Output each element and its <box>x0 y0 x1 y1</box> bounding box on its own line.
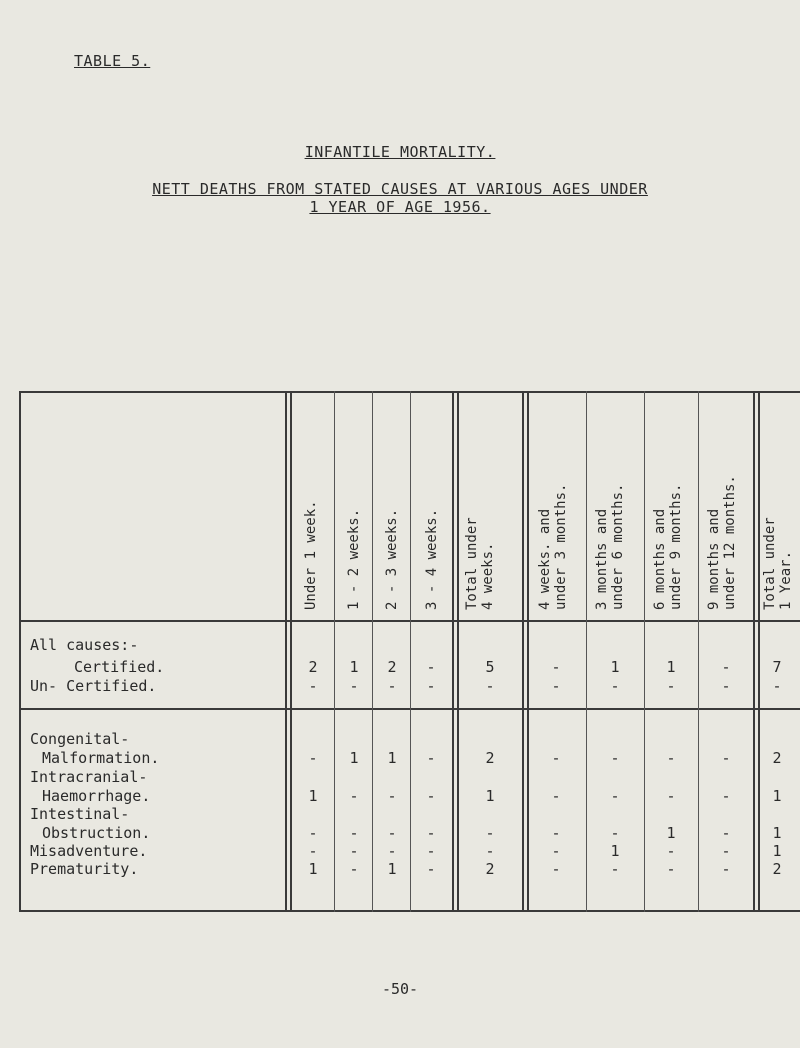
table-left-rule <box>19 391 21 912</box>
page-number: -50- <box>381 980 419 998</box>
table-cell: - <box>610 677 620 695</box>
column-rule <box>457 391 459 912</box>
table-cell: - <box>551 824 561 842</box>
table-cell: 2 <box>772 860 782 878</box>
column-rule <box>758 391 760 912</box>
row-label: Un- Certified. <box>30 677 157 695</box>
column-header: Under 1 week. <box>303 500 319 610</box>
column-header: 4 weeks. and under 3 months. <box>537 483 569 610</box>
table-cell: - <box>426 860 436 878</box>
table-cell: 2 <box>387 658 397 676</box>
column-header: 3 - 4 weeks. <box>424 508 440 610</box>
table-cell: - <box>666 787 676 805</box>
table-cell: - <box>721 677 731 695</box>
table-cell: 5 <box>485 658 495 676</box>
column-rule <box>372 391 373 912</box>
column-rule <box>522 391 524 912</box>
table-cell: - <box>772 677 782 695</box>
table-cell: - <box>666 749 676 767</box>
table-cell: - <box>610 824 620 842</box>
table-cell: 1 <box>666 658 676 676</box>
table-cell: - <box>349 824 359 842</box>
table-cell: - <box>551 787 561 805</box>
table-cell: - <box>721 787 731 805</box>
table-cell: - <box>610 749 620 767</box>
table-cell: - <box>308 842 318 860</box>
table-cell: - <box>426 658 436 676</box>
column-header: 1 - 2 weeks. <box>346 508 362 610</box>
table-cell: 1 <box>387 749 397 767</box>
row-label: Intracranial- <box>30 768 148 786</box>
table-cell: - <box>721 749 731 767</box>
row-label: Prematurity. <box>30 860 139 878</box>
table-cell: - <box>485 842 495 860</box>
table-cell: - <box>551 677 561 695</box>
row-label: Malformation. <box>42 749 160 767</box>
column-rule <box>698 391 699 912</box>
table-cell: - <box>387 842 397 860</box>
table-cell: - <box>551 860 561 878</box>
table-cell: - <box>349 842 359 860</box>
table-cell: - <box>349 677 359 695</box>
table-cell: - <box>721 842 731 860</box>
table-cell: - <box>426 677 436 695</box>
table-cell: 7 <box>772 658 782 676</box>
table-cell: - <box>308 749 318 767</box>
table-cell: 1 <box>610 842 620 860</box>
row-label: Intestinal- <box>30 805 130 823</box>
row-label: Haemorrhage. <box>42 787 151 805</box>
table-cell: - <box>308 824 318 842</box>
table-cell: - <box>551 842 561 860</box>
column-rule <box>753 391 755 912</box>
table-cell: - <box>426 842 436 860</box>
table-cell: 1 <box>308 860 318 878</box>
table-cell: - <box>610 787 620 805</box>
table-cell: 1 <box>772 787 782 805</box>
section-heading: All causes:- <box>30 636 139 654</box>
table-cell: - <box>485 824 495 842</box>
column-header: 9 months and under 12 months. <box>706 475 738 610</box>
column-rule <box>290 391 292 912</box>
column-rule <box>527 391 529 912</box>
column-rule <box>410 391 411 912</box>
table-cell: - <box>387 787 397 805</box>
table-cell: 2 <box>485 860 495 878</box>
table-cell: - <box>551 749 561 767</box>
table-cell: 2 <box>308 658 318 676</box>
main-title: INFANTILE MORTALITY. <box>304 143 496 161</box>
table-cell: - <box>721 860 731 878</box>
column-header: Total under 4 weeks. <box>464 517 496 610</box>
row-label: Obstruction. <box>42 824 151 842</box>
table-cell: 1 <box>772 824 782 842</box>
row-label: Misadventure. <box>30 842 148 860</box>
table-cell: - <box>387 677 397 695</box>
table-cell: - <box>349 860 359 878</box>
table-label: TABLE 5. <box>74 52 151 70</box>
table-cell: - <box>721 824 731 842</box>
table-cell: 1 <box>387 860 397 878</box>
table-cell: - <box>666 677 676 695</box>
table-cell: - <box>426 749 436 767</box>
table-cell: - <box>485 677 495 695</box>
table-cell: - <box>666 860 676 878</box>
column-header: Total under 1 Year. <box>762 517 794 610</box>
column-rule <box>334 391 335 912</box>
table-cell: 1 <box>666 824 676 842</box>
column-rule <box>586 391 587 912</box>
table-cell: 2 <box>485 749 495 767</box>
table-cell: 1 <box>349 749 359 767</box>
table-cell: - <box>387 824 397 842</box>
table-cell: - <box>551 658 561 676</box>
table-cell: 1 <box>349 658 359 676</box>
table-cell: 1 <box>308 787 318 805</box>
column-header: 3 months and under 6 months. <box>594 483 626 610</box>
table-cell: - <box>666 842 676 860</box>
column-rule <box>644 391 645 912</box>
row-label: Congenital- <box>30 730 130 748</box>
table-cell: - <box>426 787 436 805</box>
table-cell: - <box>308 677 318 695</box>
table-cell: - <box>349 787 359 805</box>
subtitle-line-2: 1 YEAR OF AGE 1956. <box>309 198 491 216</box>
column-rule <box>452 391 454 912</box>
table-cell: - <box>721 658 731 676</box>
table-cell: 1 <box>485 787 495 805</box>
column-rule <box>285 391 287 912</box>
table-cell: - <box>426 824 436 842</box>
table-cell: 1 <box>610 658 620 676</box>
subtitle-line-1: NETT DEATHS FROM STATED CAUSES AT VARIOUS AGES UNDER <box>152 180 648 198</box>
column-header: 6 months and under 9 months. <box>652 483 684 610</box>
table-cell: 1 <box>772 842 782 860</box>
column-header: 2 - 3 weeks. <box>384 508 400 610</box>
row-label: Certified. <box>74 658 165 676</box>
table-cell: - <box>610 860 620 878</box>
table-cell: 2 <box>772 749 782 767</box>
